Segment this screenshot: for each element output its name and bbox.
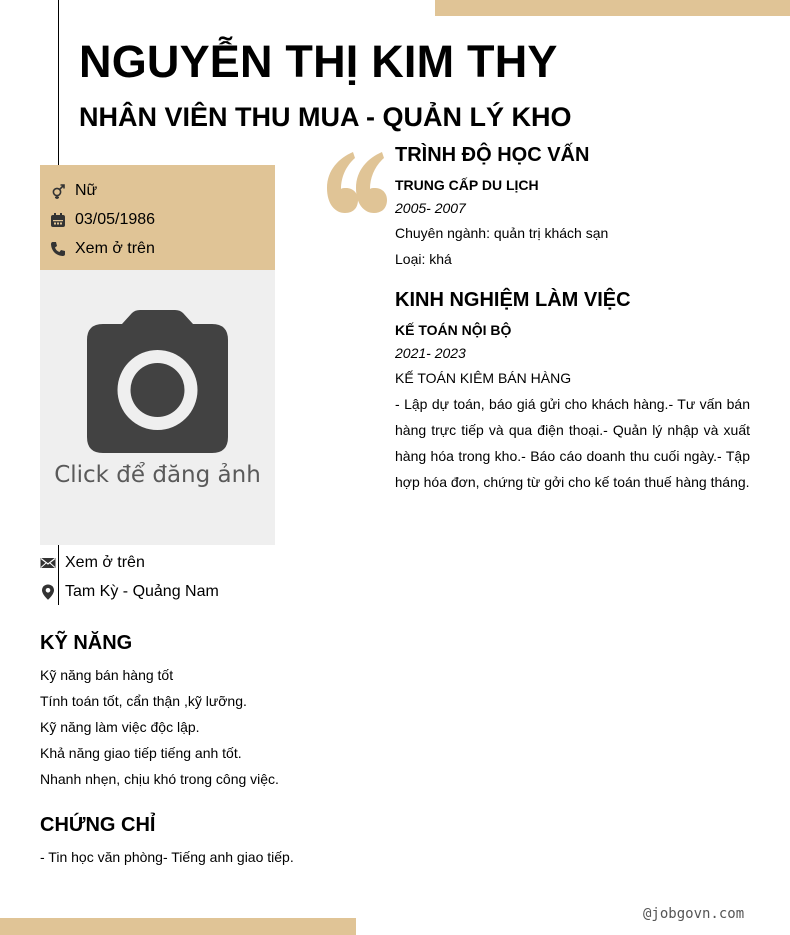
job-title: NHÂN VIÊN THU MUA - QUẢN LÝ KHO bbox=[79, 102, 572, 132]
experience-role: KẾ TOÁN KIÊM BÁN HÀNG bbox=[395, 370, 572, 386]
location-pin-icon bbox=[40, 584, 56, 600]
phone-value: Xem ở trên bbox=[75, 240, 155, 257]
profile-photo-upload[interactable] bbox=[40, 270, 275, 545]
skills-heading: KỸ NĂNG bbox=[40, 632, 133, 654]
address-value: Tam Kỳ - Quảng Nam bbox=[65, 583, 219, 600]
gender-value: Nữ bbox=[75, 182, 98, 199]
calendar-icon bbox=[50, 212, 66, 228]
personal-info-box bbox=[40, 165, 275, 270]
gender-icon bbox=[50, 183, 66, 199]
gender-row bbox=[50, 179, 97, 203]
camera-icon bbox=[87, 310, 228, 453]
top-accent-bar bbox=[435, 0, 790, 16]
education-period: 2005- 2007 bbox=[395, 200, 466, 216]
skill-item: Kỹ năng làm việc độc lập. bbox=[40, 719, 200, 735]
skill-item: Nhanh nhẹn, chịu khó trong công việc. bbox=[40, 771, 279, 787]
watermark: @jobgovn.com bbox=[643, 906, 745, 922]
email-row bbox=[40, 551, 145, 575]
bottom-accent-bar bbox=[0, 918, 356, 935]
skill-item: Kỹ năng bán hàng tốt bbox=[40, 667, 174, 683]
skill-item: Khả năng giao tiếp tiếng anh tốt. bbox=[40, 745, 242, 761]
phone-icon bbox=[50, 241, 66, 257]
quote-mark-icon bbox=[325, 150, 387, 215]
email-icon bbox=[40, 555, 56, 571]
skill-item: Tính toán tốt, cẩn thận ,kỹ lưỡng. bbox=[40, 693, 247, 709]
photo-upload-caption: Click để đăng ảnh bbox=[54, 462, 261, 488]
birthday-value: 03/05/1986 bbox=[75, 211, 156, 228]
experience-description: - Lập dự toán, báo giá gửi cho khách hàng.- Tư vấn bán hàng trực tiếp và qua điện thoại.- Quản lý nhập và xuất hàng hóa trong kho.- Báo cáo doanh thu cuối ngày.- Tập hợp hóa đơn, chứng từ gởi cho kế toán thuế hàng tháng. bbox=[395, 396, 750, 490]
address-row bbox=[40, 580, 219, 604]
birthday-row bbox=[50, 208, 155, 232]
candidate-name: NGUYỄN THỊ KIM THY bbox=[79, 36, 558, 87]
experience-heading: KINH NGHIỆM LÀM VIỆC bbox=[395, 289, 631, 311]
education-school: TRUNG CẤP DU LỊCH bbox=[395, 177, 539, 193]
certificates-text: - Tin học văn phòng- Tiếng anh giao tiếp. bbox=[40, 849, 294, 865]
phone-row bbox=[50, 237, 155, 261]
education-major: Chuyên ngành: quản trị khách sạn bbox=[395, 225, 609, 241]
certificates-heading: CHỨNG CHỈ bbox=[40, 814, 156, 836]
vertical-divider-top bbox=[58, 0, 59, 165]
education-heading: TRÌNH ĐỘ HỌC VẤN bbox=[395, 144, 590, 166]
experience-period: 2021- 2023 bbox=[395, 345, 466, 361]
experience-position: KẾ TOÁN NỘI BỘ bbox=[395, 322, 512, 338]
email-value: Xem ở trên bbox=[65, 554, 145, 571]
education-grade: Loại: khá bbox=[395, 251, 452, 267]
